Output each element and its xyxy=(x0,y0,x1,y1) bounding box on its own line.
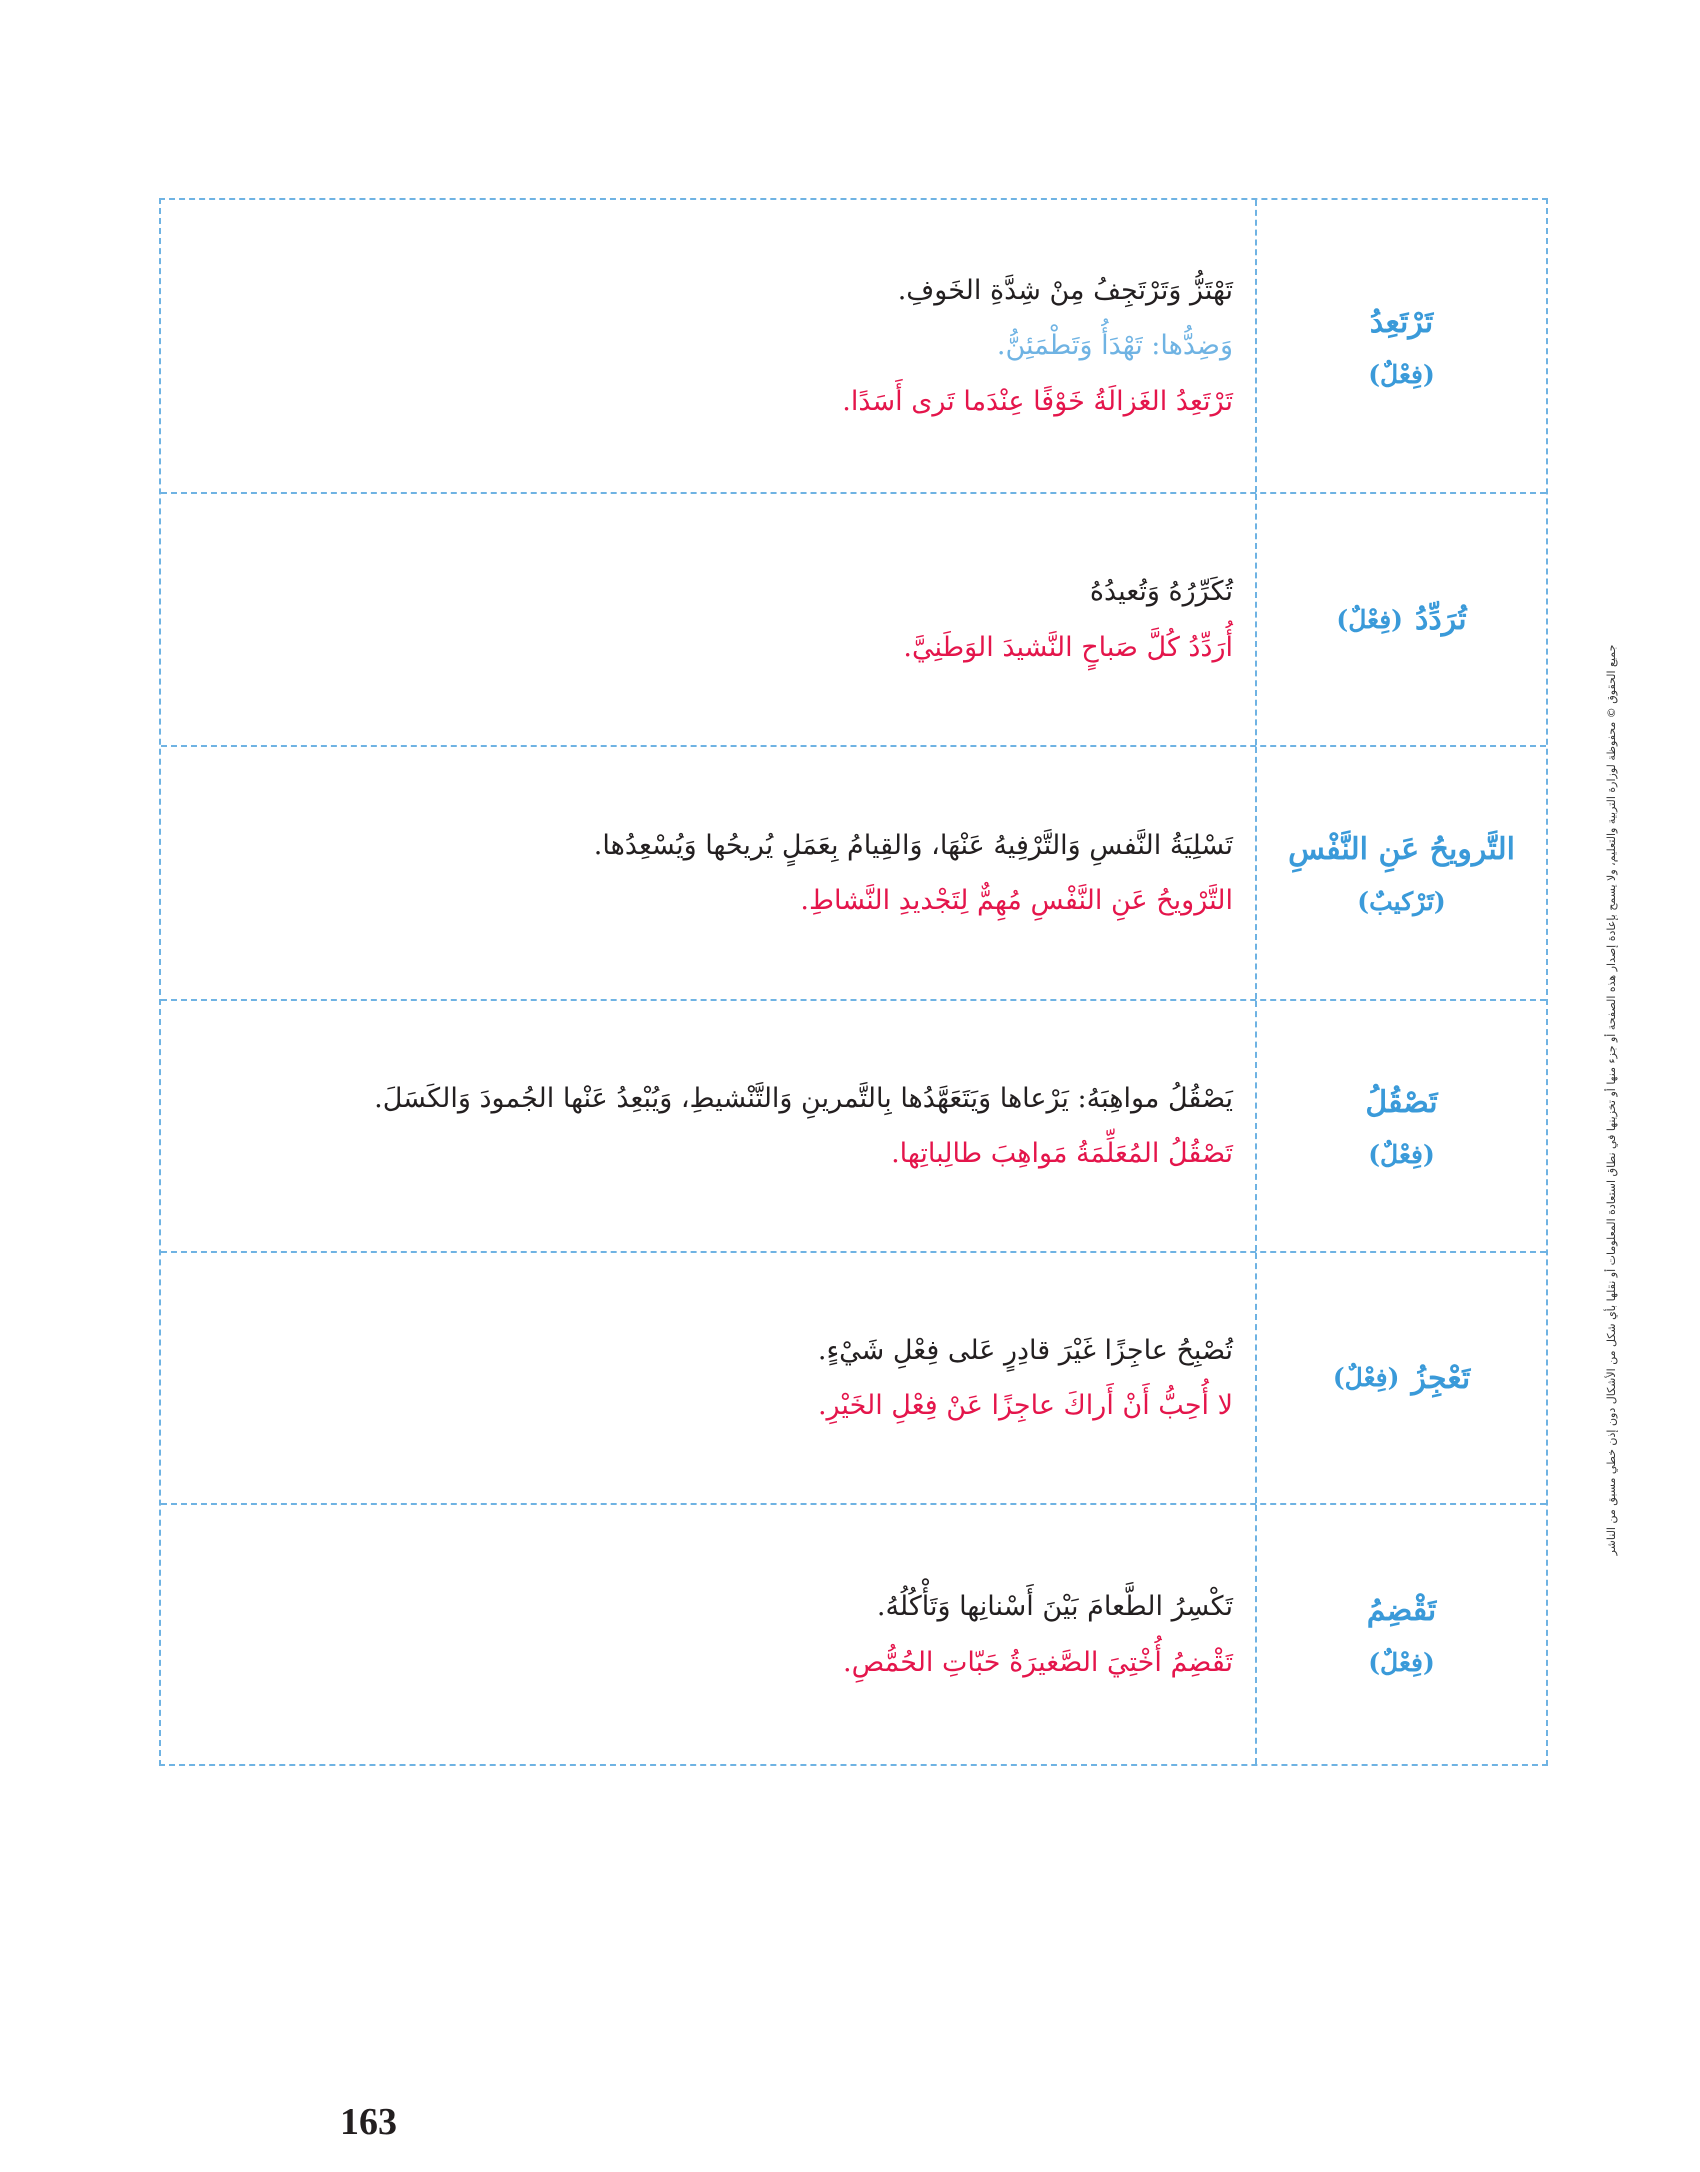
term-type: (فِعْلٌ) xyxy=(1368,359,1435,389)
example-sentence: تَقْضِمُ أُخْتِيَ الصَّغيرَةُ حَبّاتِ الحُمُّصِ. xyxy=(843,1646,1233,1678)
term-word: تَرْتَعِدُ xyxy=(1369,304,1434,340)
term-word: التَّرويحُ عَنِ النَّفْسِ xyxy=(1288,831,1515,867)
definition-cell xyxy=(161,200,1255,492)
term-type: (تَرْكيبٌ) xyxy=(1357,886,1446,916)
antonym-text: وَضِدُّها: تَهْدَأُ وَتَطْمَئِنُّ. xyxy=(996,330,1233,362)
definition-text: تُكَرِّرُهُ وَتُعيدُهُ xyxy=(1089,576,1233,608)
term-type: (فِعْلٌ) xyxy=(1332,1363,1400,1393)
example-sentence: تَصْقُلُ المُعَلِّمَةُ مَواهِبَ طالِباتِها. xyxy=(891,1138,1233,1169)
term-word: تَقْضِمُ xyxy=(1366,1593,1437,1629)
term-type: (فِعْلٌ) xyxy=(1368,1139,1435,1169)
term-inline xyxy=(1333,1350,1470,1407)
example-sentence: أُرَدِّدُ كُلَّ صَباحٍ النَّشيدَ الوَطَنِيَّ. xyxy=(903,631,1233,663)
definition-text: تُصْبِحُ عاجِزًا غَيْرَ قادِرٍ عَلى فِعْلِ شَيْءٍ. xyxy=(817,1334,1233,1366)
term-cell xyxy=(1255,494,1546,745)
term-cell xyxy=(1255,747,1546,999)
term-cell xyxy=(1255,1001,1546,1251)
definition-text: تَهْتَزُّ وَتَرْتَجِفُ مِنْ شِدَّةِ الخَوفِ. xyxy=(897,275,1233,307)
term-cell xyxy=(1255,1253,1546,1503)
definition-cell xyxy=(161,1505,1255,1764)
term-cell xyxy=(1255,1505,1546,1764)
vocabulary-table xyxy=(159,198,1548,1766)
term-cell xyxy=(1255,200,1546,492)
vocab-row xyxy=(161,1001,1546,1253)
term-word: تَعْجِزُ xyxy=(1411,1360,1471,1396)
term-word: تَصْقُلُ xyxy=(1365,1084,1438,1120)
vocab-row xyxy=(161,1505,1546,1764)
definition-text: يَصْقُلُ مواهِبَهُ: يَرْعاها وَيَتَعَهَّدُها بِالتَّمرينِ وَالتَّنْشيطِ، وَيُبْعِدُ عَنْها الجُمودَ وَالكَسَلَ. xyxy=(374,1082,1233,1114)
vocab-row xyxy=(161,1253,1546,1505)
vocab-row xyxy=(161,200,1546,494)
definition-text: تَسْلِيَةُ النَّفسِ وَالتَّرْفِيهُ عَنْهَا، وَالقِيامُ بِعَمَلٍ يُريحُها وَيُسْعِدُها. xyxy=(593,829,1233,861)
definition-cell xyxy=(161,747,1255,999)
page-number: 163 xyxy=(340,2101,397,2143)
example-sentence: التَّرْويحُ عَنِ النَّفْسِ مُهِمٌّ لِتَجْديدِ النَّشاطِ. xyxy=(800,885,1233,916)
example-sentence: تَرْتَعِدُ الغَزالَةُ خَوْفًا عِنْدَما تَرى أَسَدًا. xyxy=(842,385,1233,417)
definition-text: تَكْسِرُ الطَّعامَ بَيْنَ أَسْنانِها وَتَأْكُلُهُ. xyxy=(876,1591,1233,1623)
vocab-row xyxy=(161,747,1546,1001)
term-inline xyxy=(1336,591,1466,648)
copyright-note: جميع الحقوق © محفوظة لوزارة التربية والتعليم، ولا يسمح بإعادة إصدار هذه الصفحة أو جزء منها أو تخزينها في نطاق استعادة المعلومات أو نقلها بأي شكل من الأشكال دون إذن خطي مسبق من الناشر xyxy=(1605,644,1618,1556)
definition-cell xyxy=(161,1001,1255,1251)
definition-cell xyxy=(161,1253,1255,1503)
example-sentence: لا أُحِبُّ أَنْ أَراكَ عاجِزًا عَنْ فِعْلِ الخَيْرِ. xyxy=(817,1390,1233,1421)
term-type: (فِعْلٌ) xyxy=(1368,1648,1435,1678)
definition-cell xyxy=(161,494,1255,745)
term-type: (فِعْلٌ) xyxy=(1336,604,1403,634)
vocab-row xyxy=(161,494,1546,747)
term-word: تُرَدِّدُ xyxy=(1415,602,1467,637)
